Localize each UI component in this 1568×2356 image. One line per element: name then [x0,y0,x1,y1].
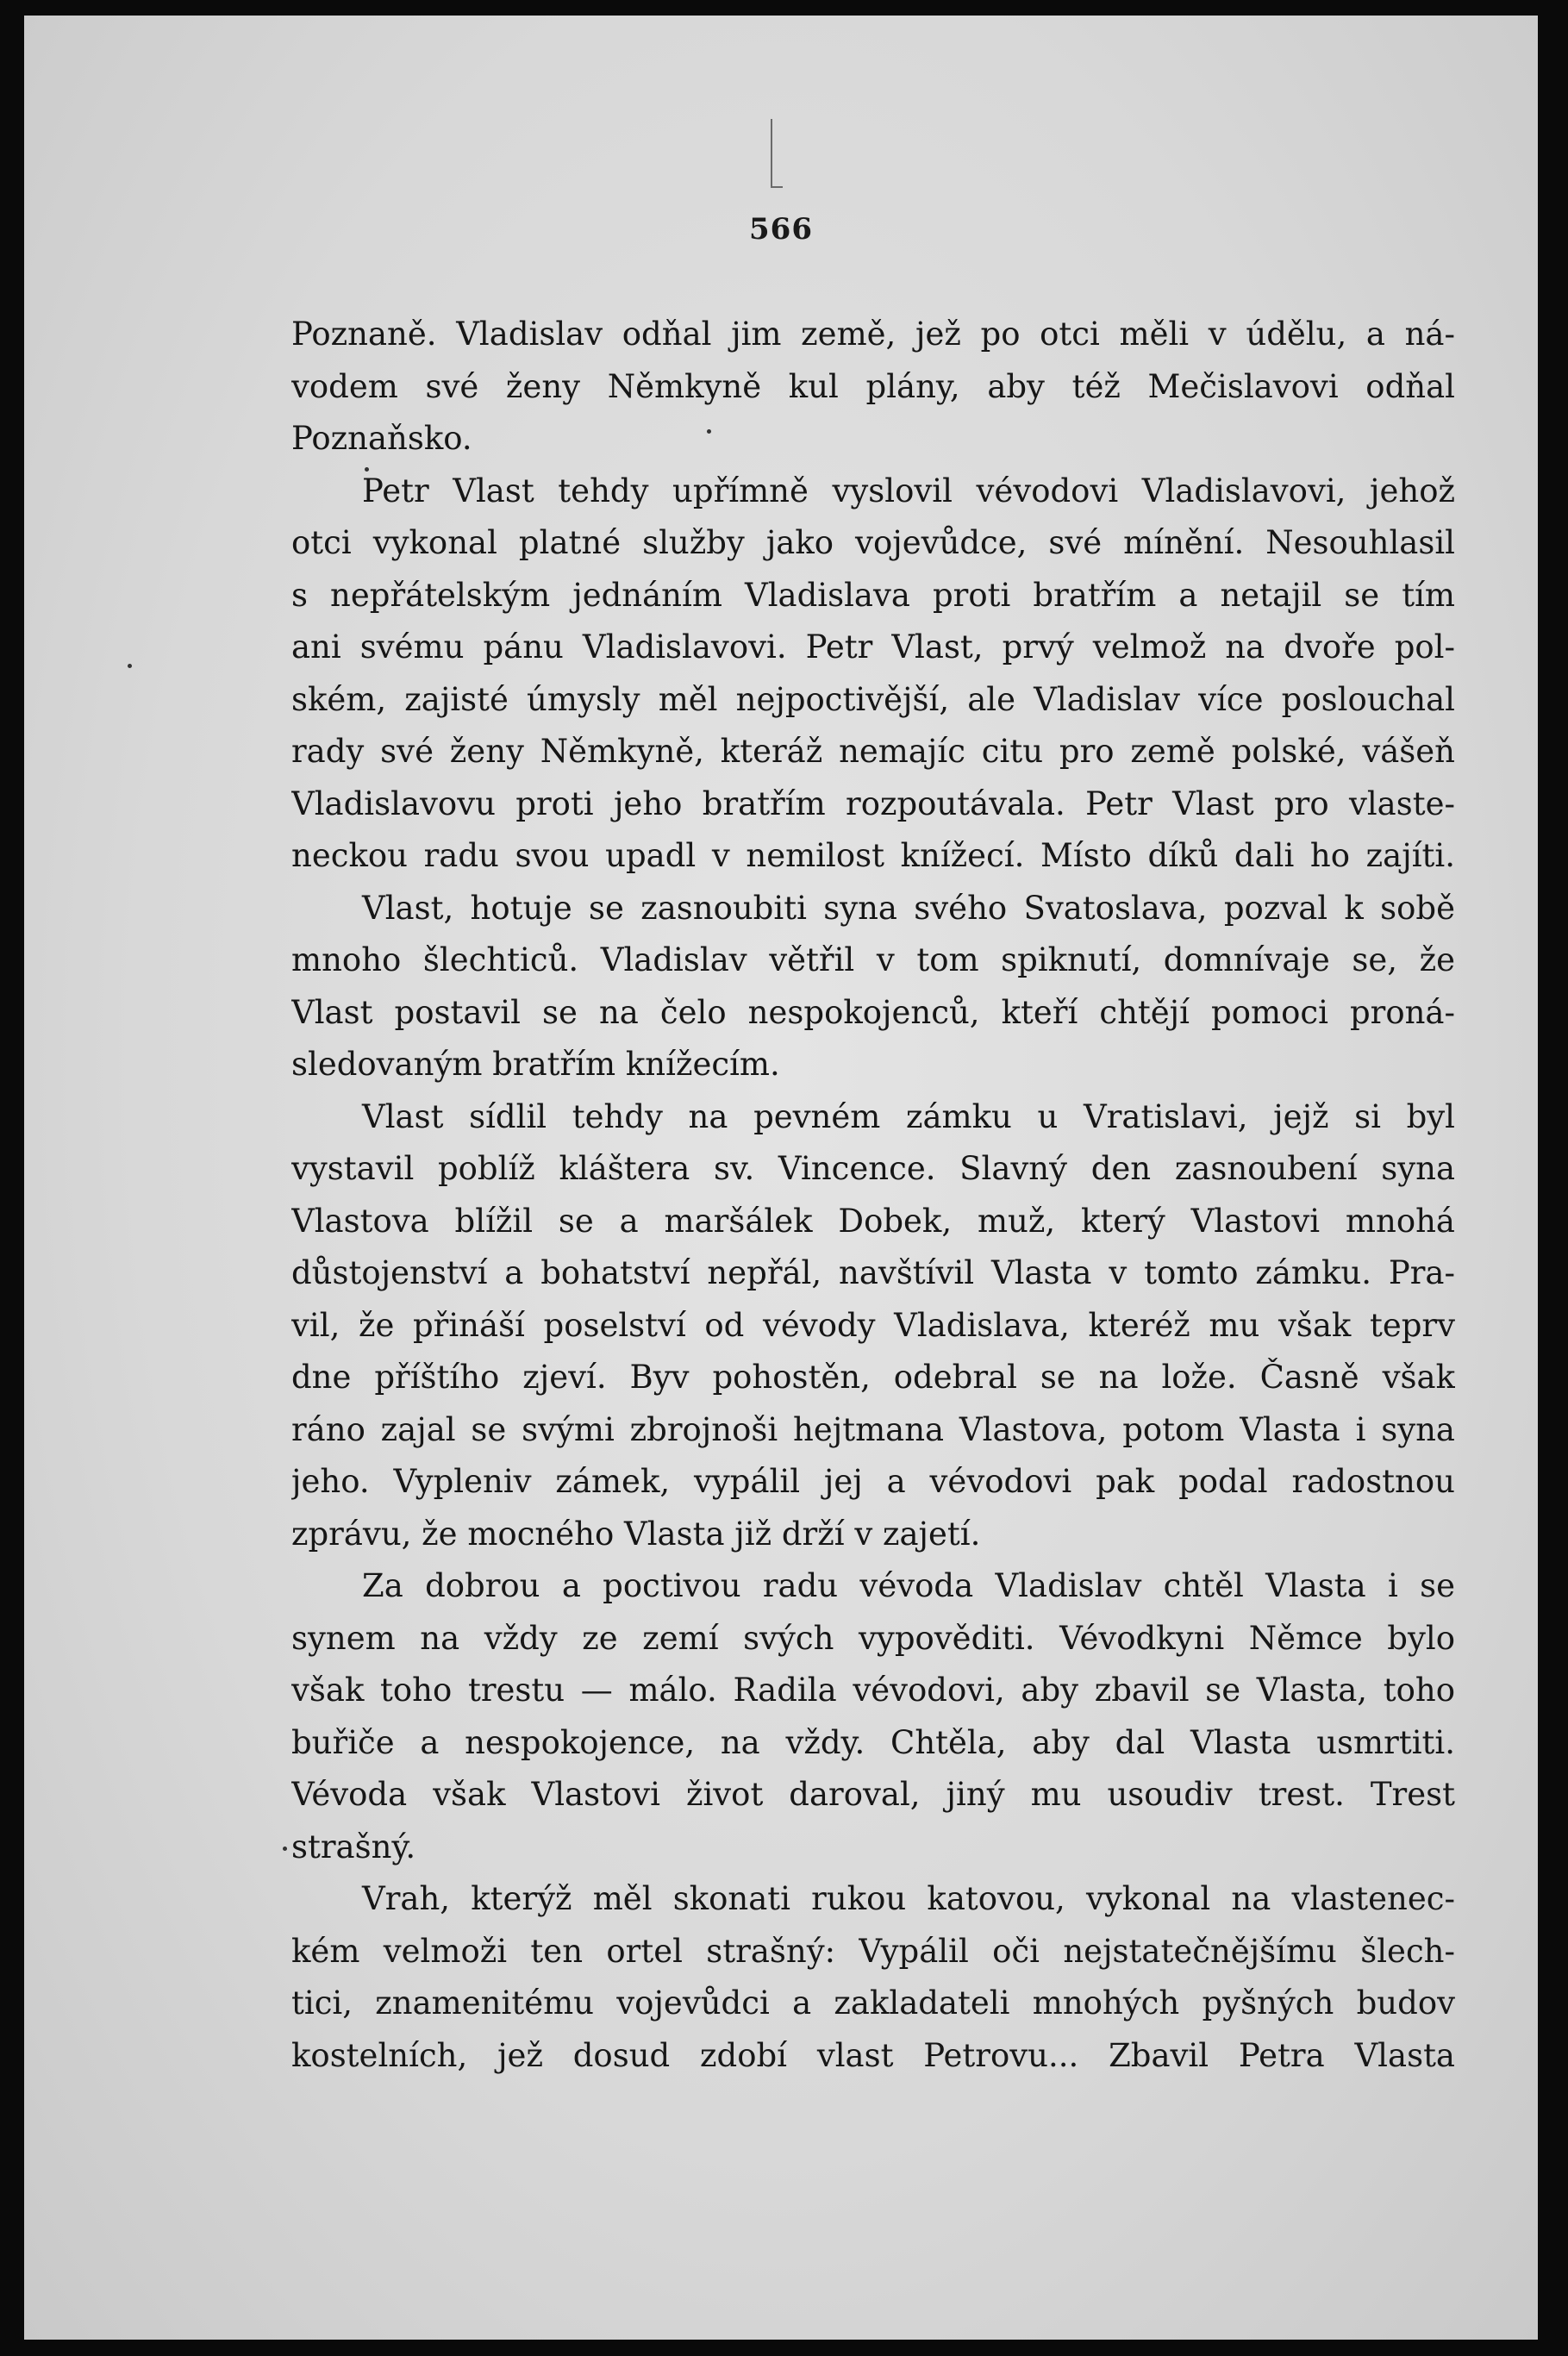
text-line: Vlast postavil se na čelo nespokojenců, kteří chtějí pomoci proná- [291,993,1455,1031]
text-line: ani svému pánu Vladislavovi. Petr Vlast, prvý velmož na dvoře pol- [291,628,1455,666]
text-line: Petr Vlast tehdy upřímně vyslovil vévodovi Vladislavovi, jehož [362,472,1455,509]
text-line: Poznaně. Vladislav odňal jim země, jež po otci měli v údělu, a ná- [291,316,1455,353]
text-line: důstojenství a bohatství nepřál, navštívil Vlasta v tomto zámku. Pra- [291,1254,1455,1291]
text-line: Vlast sídlil tehdy na pevném zámku u Vratislavi, jejž si byl [362,1097,1455,1135]
text-line: Poznaňsko. [291,420,472,457]
speck [283,1847,287,1851]
text-line: kém velmoži ten ortel strašný: Vypálil oči nejstatečnějšímu šlech- [291,1932,1455,1970]
text-line: zprávu, že mocného Vlasta již drží v zajetí. [291,1515,981,1553]
book-page [24,16,1538,2340]
body-text [291,309,1455,2082]
text-line: vil, že přináší poselství od vévody Vladislava, kteréž mu však teprv [291,1306,1455,1344]
speck [128,664,132,668]
text-line: Vlast, hotuje se zasnoubiti syna svého Svatoslava, pozval k sobě [362,889,1455,927]
text-line: s nepřátelským jednáním Vladislava proti bratřím a netajil se tím [291,576,1455,614]
text-line: Vévoda však Vlastovi život daroval, jiný mu usoudiv trest. Trest [291,1776,1455,1813]
text-line: neckou radu svou upadl v nemilost knížecí. Místo díků dali ho zajíti. [291,837,1455,874]
text-line: sledovaným bratřím knížecím. [291,1046,780,1083]
text-line: Vlastova blížil se a maršálek Dobek, muž, který Vlastovi mnohá [291,1202,1455,1240]
text-line: jeho. Vypleniv zámek, vypálil jej a vévodovi pak podal radostnou [291,1463,1455,1500]
text-line: Za dobrou a poctivou radu vévoda Vladislav chtěl Vlasta i se [362,1567,1455,1604]
text-line: ském, zajisté úmysly měl nejpoctivější, ale Vladislav více poslouchal [291,680,1455,718]
page-number: 566 [749,212,813,247]
text-line: strašný. [291,1828,416,1865]
text-line: buřiče a nespokojence, na vždy. Chtěla, aby dal Vlasta usmrtiti. [291,1723,1455,1761]
text-line: však toho trestu — málo. Radila vévodovi, aby zbavil se Vlasta, toho [291,1672,1455,1709]
text-line: mnoho šlechticů. Vladislav větřil v tom spiknutí, domnívaje se, že [291,941,1455,978]
text-line: vystavil poblíž kláštera sv. Vincence. Slavný den zasnoubení syna [291,1150,1455,1187]
text-line: tici, znamenitému vojevůdci a zakladateli mnohých pyšných budov [291,1984,1455,2022]
fold-mark [771,119,772,188]
text-line: ráno zajal se svými zbrojnoši hejtmana Vlastova, potom Vlasta i syna [291,1410,1455,1448]
text-line: vodem své ženy Němkyně kul plány, aby též Mečislavovi odňal [291,367,1455,405]
text-line: otci vykonal platné služby jako vojevůdce, své mínění. Nesouhlasil [291,524,1455,561]
text-line: synem na vždy ze zemí svých vypověditi. Vévodkyni Němce bylo [291,1619,1455,1657]
text-line: kostelních, jež dosud zdobí vlast Petrovu... Zbavil Petra Vlasta [291,2036,1455,2074]
fold-mark [771,186,783,188]
text-line: rady své ženy Němkyně, kteráž nemajíc citu pro země polské, vášeň [291,733,1455,770]
text-line: dne příštího zjeví. Byv pohostěn, odebral se na lože. Časně však [291,1359,1455,1396]
text-line: Vrah, kterýž měl skonati rukou katovou, vykonal na vlastenec- [362,1880,1455,1917]
text-line: Vladislavovu proti jeho bratřím rozpoutávala. Petr Vlast pro vlaste- [291,784,1455,822]
